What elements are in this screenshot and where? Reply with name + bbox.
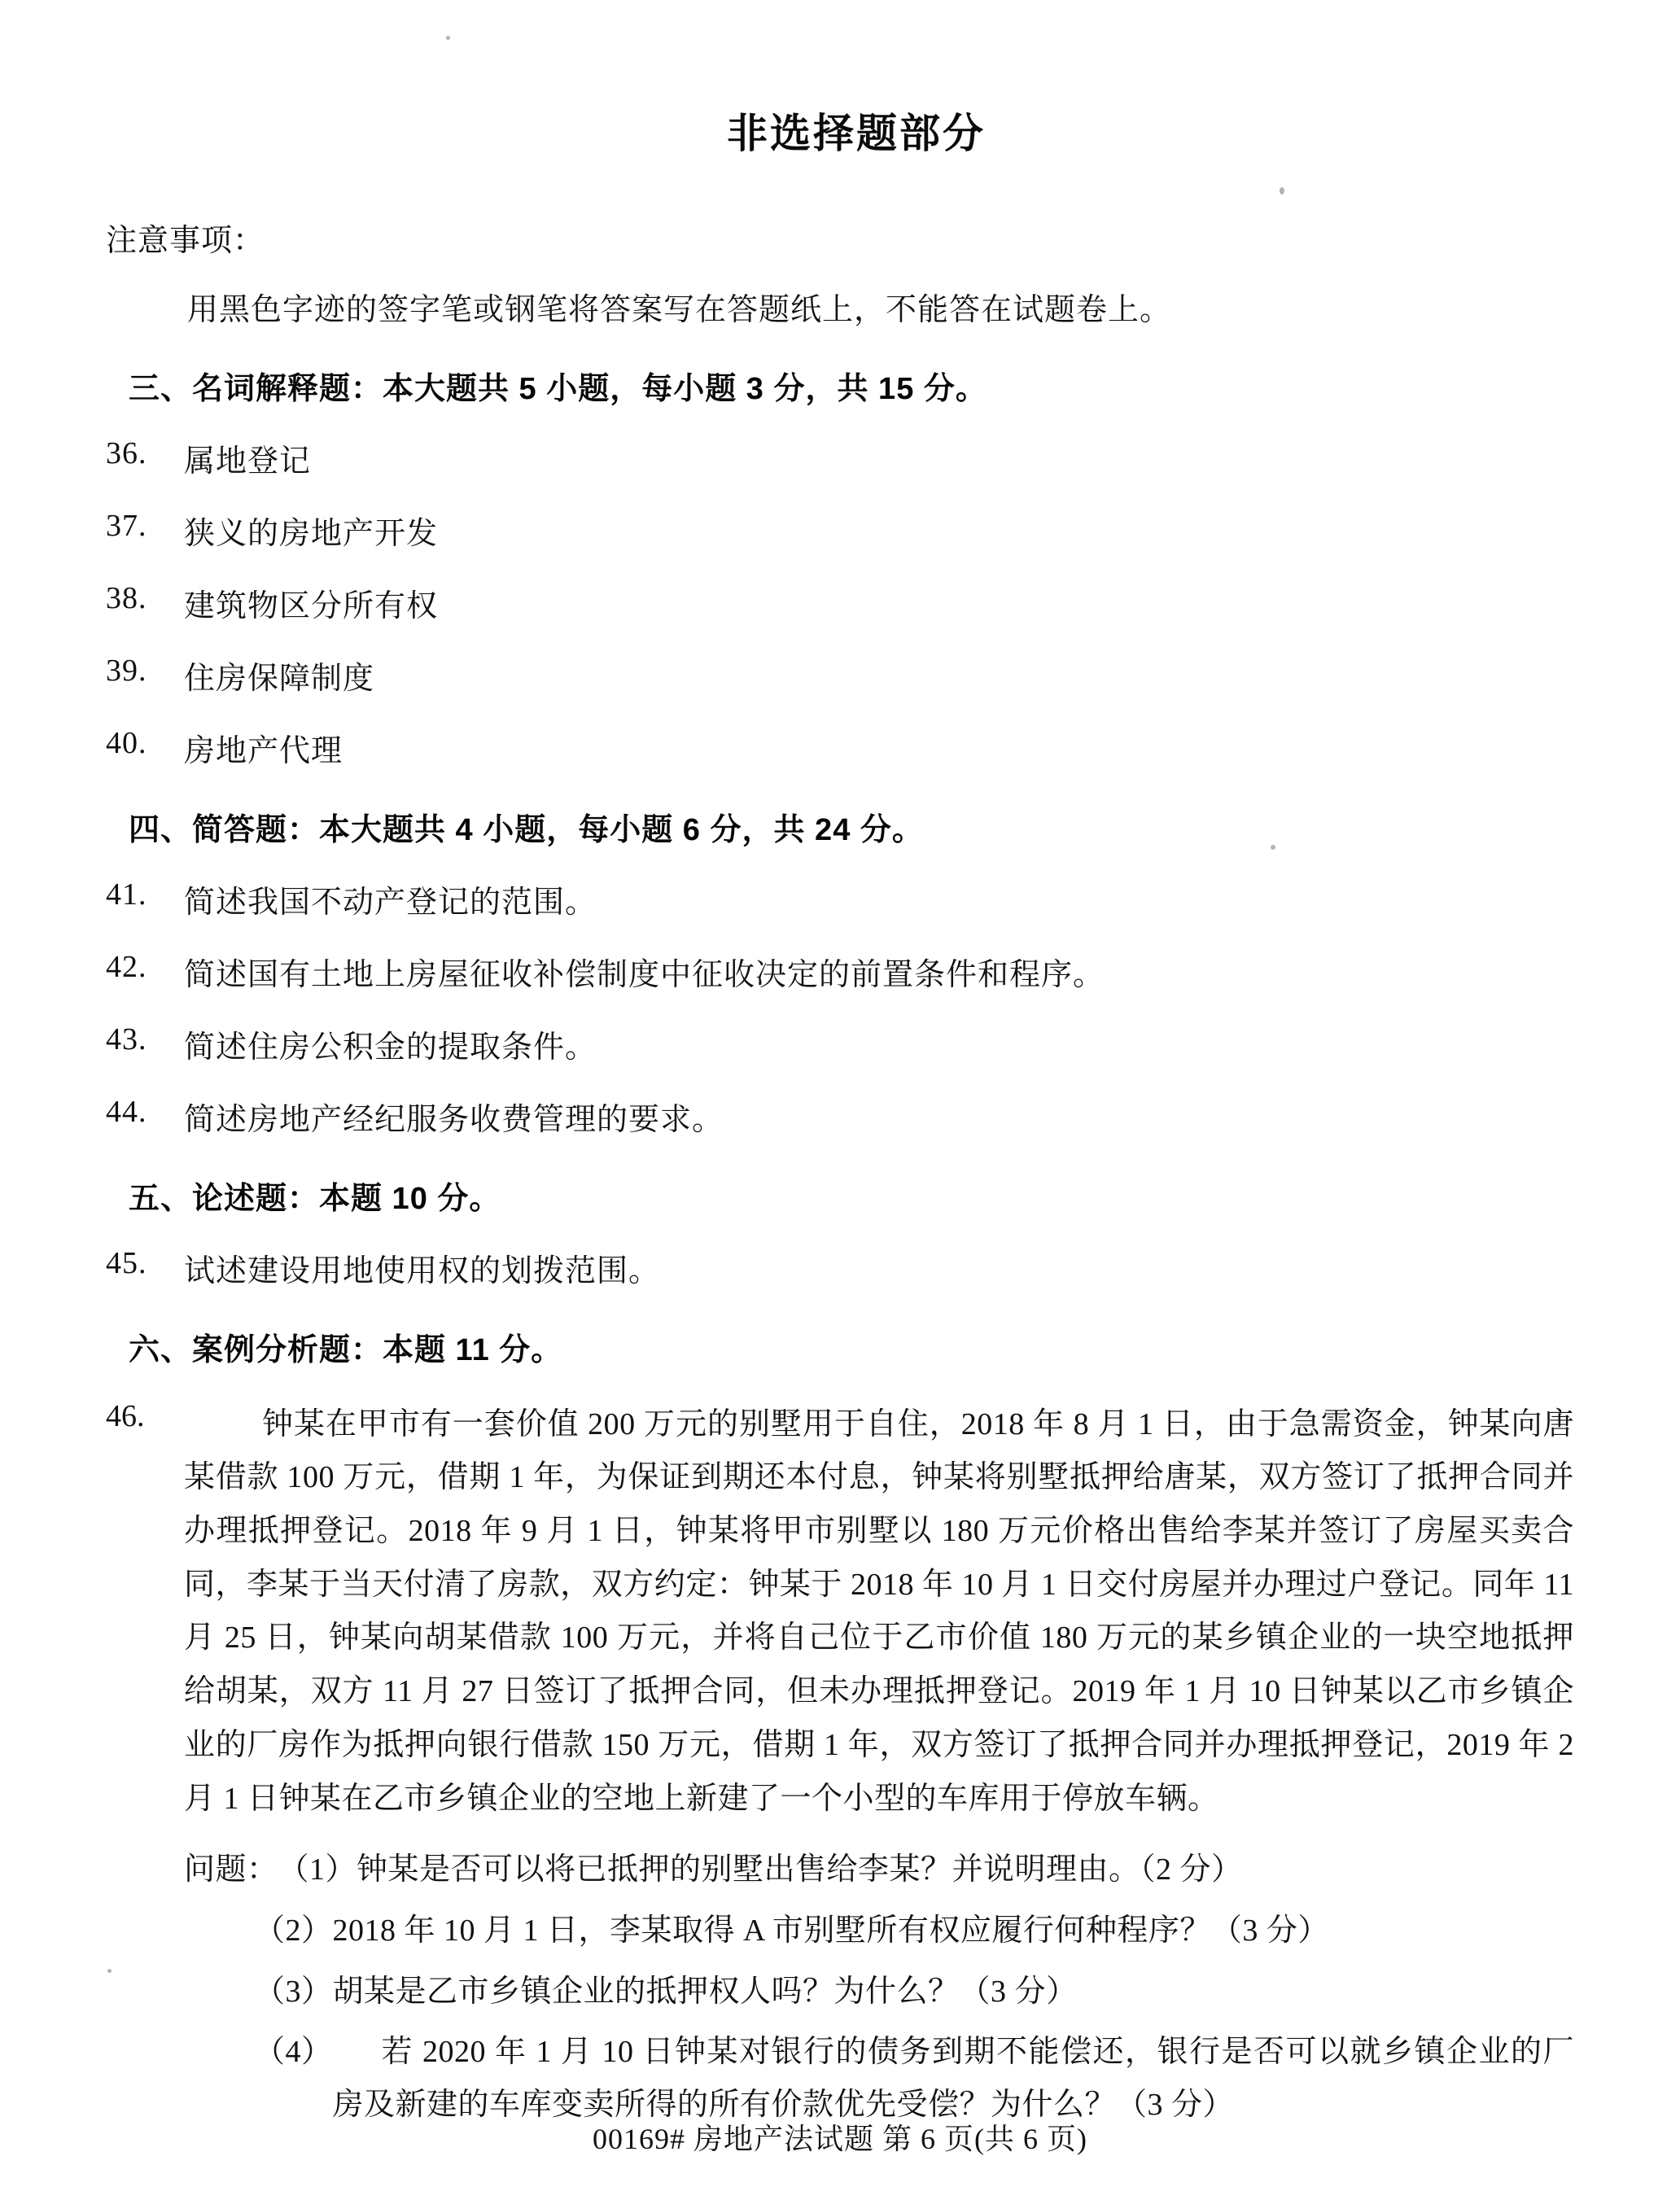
case-paragraph: 钟某在甲市有一套价值 200 万元的别墅用于自住，2018 年 8 月 1 日，由于急需资金，钟某向唐某借款 100 万元，借期 1 年，为保证到期还本付息，钟某将别墅抵押给唐某，双方签订了抵押合同并办理抵押登记。2018 年 9 月 1 日，钟某将甲市别墅以 180 万元价格出售给李某并签订了房屋买卖合同，李某于当天付清了房款，双方约定：钟某于 2018 年 10 月 1 日交付房屋并办理过户登记。同年 11 月 25 日，钟某向胡某借款 100 万元，并将自己位于乙市价值 180 万元的某乡镇企业的一块空地抵押给胡某，双方 11 月 27 日签订了抵押合同，但未办理抵押登记。2019 年 1 月 10 日钟某以乙市乡镇企业的厂房作为抵押向银行借款 150 万元，借期 1 年，双方签订了抵押合同并办理抵押登记，2019 年 2 月 1 日钟某在乙市乡镇企业的空地上新建了一个小型的车库用于停放车辆。 <box>184 1406 1574 1816</box>
question-number: 40. <box>106 725 147 760</box>
question-row <box>106 877 1574 921</box>
case-subquestion-text: 胡某是乙市乡镇企业的抵押权人吗？为什么？（3 分） <box>332 1974 1078 2009</box>
case-subquestion-label: （2） <box>254 1913 333 1948</box>
question-number: 42. <box>106 949 147 984</box>
question-number: 44. <box>106 1094 147 1129</box>
section-heading-6: 六、案例分析题：本题 11 分。 <box>129 1332 563 1367</box>
question-number: 38. <box>106 580 147 615</box>
page-title: 非选择题部分 <box>727 110 986 156</box>
case-subquestion <box>184 1966 1574 2018</box>
question-text: 简述房地产经纪服务收费管理的要求。 <box>184 1102 724 1137</box>
question-row <box>106 1094 1574 1139</box>
scan-speck <box>446 36 450 40</box>
question-text: 狭义的房地产开发 <box>184 516 439 551</box>
case-subquestion <box>184 1844 1574 1896</box>
question-text: 房地产代理 <box>184 733 343 768</box>
question-text: 建筑物区分所有权 <box>184 588 439 623</box>
case-subquestion-text: 2018 年 10 月 1 日，李某取得 A 市别墅所有权应履行何种程序？（3 分） <box>332 1913 1329 1948</box>
case-subquestion <box>184 1905 1574 1957</box>
question-number: 45. <box>106 1245 147 1280</box>
question-text: 简述住房公积金的提取条件。 <box>184 1030 597 1065</box>
question-number: 41. <box>106 877 147 912</box>
section-heading-3: 三、名词解释题：本大题共 5 小题，每小题 3 分，共 15 分。 <box>129 371 987 406</box>
question-row <box>106 949 1574 994</box>
scan-speck <box>1280 187 1284 195</box>
question-number: 36. <box>106 435 147 470</box>
page-footer: 00169# 房地产法试题 第 6 页(共 6 页) <box>593 2122 1087 2155</box>
question-row <box>106 1245 1574 1290</box>
question-text: 试述建设用地使用权的划拨范围。 <box>184 1253 661 1288</box>
question-number: 37. <box>106 508 147 543</box>
notice-text: 用黑色字迹的签字笔或钢笔将答案写在答题纸上，不能答在试题卷上。 <box>187 292 1172 327</box>
scan-speck <box>1271 845 1275 850</box>
case-subquestion-label: （4） <box>254 2035 333 2070</box>
question-text: 简述国有土地上房屋征收补偿制度中征收决定的前置条件和程序。 <box>184 957 1105 992</box>
question-row <box>106 508 1574 553</box>
section-heading-5: 五、论述题：本题 10 分。 <box>129 1181 501 1216</box>
notice-block <box>106 215 1574 329</box>
question-number: 43. <box>106 1021 147 1056</box>
question-text: 简述我国不动产登记的范围。 <box>184 885 597 920</box>
question-text: 住房保障制度 <box>184 661 375 696</box>
case-subquestion-label: （1） <box>278 1852 357 1887</box>
case-questions-lead: 问题： <box>184 1852 278 1887</box>
scan-speck <box>107 1969 112 1973</box>
question-row <box>106 653 1574 698</box>
case-subquestion-text: 钟某是否可以将已抵押的别墅出售给李某？并说明理由。（2 分） <box>357 1852 1243 1887</box>
question-row <box>106 1021 1574 1066</box>
question-text: 属地登记 <box>184 444 312 479</box>
question-number: 39. <box>106 653 147 688</box>
case-question-row <box>106 1398 1574 2132</box>
case-body <box>184 1398 1574 2132</box>
question-row <box>106 435 1574 480</box>
notice-label: 注意事项： <box>106 223 265 258</box>
question-row <box>106 580 1574 625</box>
case-subquestions <box>184 1844 1574 2131</box>
case-subquestion-text: 若 2020 年 1 月 10 日钟某对银行的债务到期不能偿还，银行是否可以就乡镇企业的厂房及新建的车库变卖所得的所有价款优先受偿？为什么？（3 分） <box>332 2035 1574 2122</box>
case-question-number: 46. <box>106 1398 145 1433</box>
exam-page <box>0 28 1680 2200</box>
question-row <box>106 725 1574 770</box>
case-subquestion-label: （3） <box>254 1974 333 2009</box>
section-heading-4: 四、简答题：本大题共 4 小题，每小题 6 分，共 24 分。 <box>129 812 924 847</box>
